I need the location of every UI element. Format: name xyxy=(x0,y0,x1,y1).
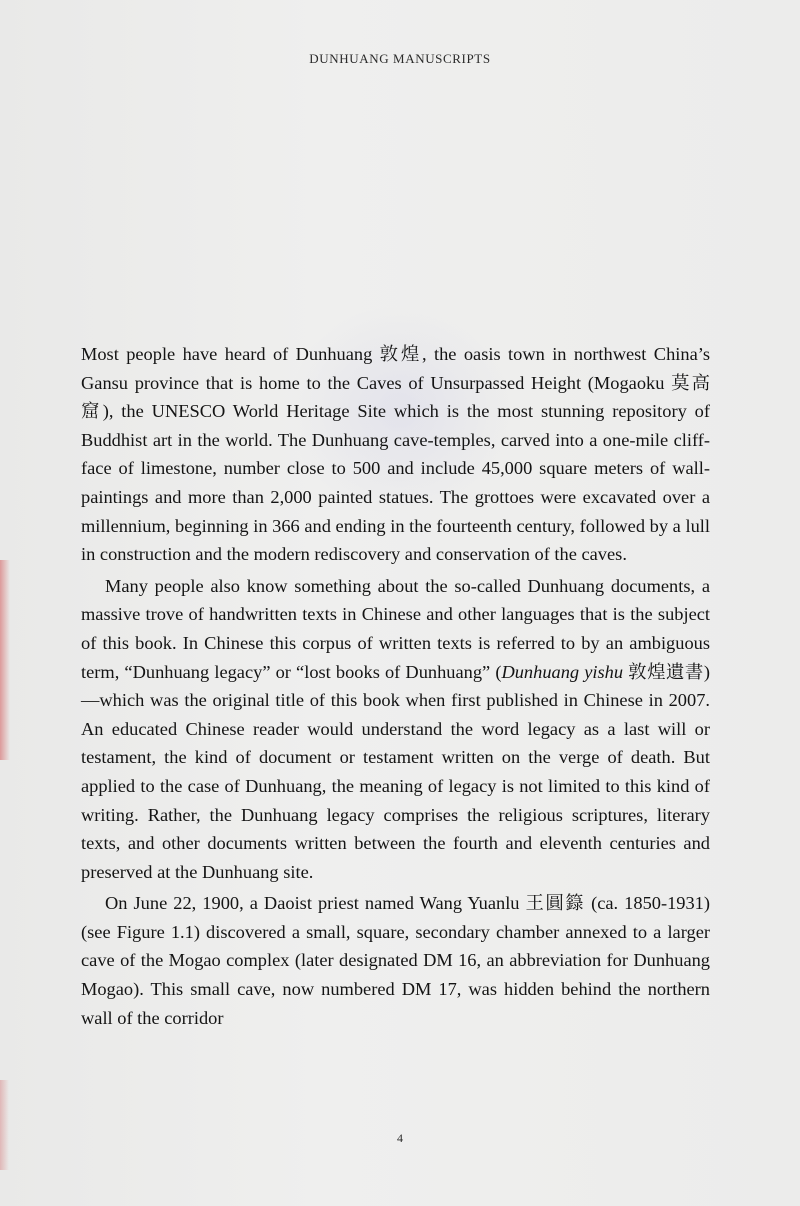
paragraph-2 xyxy=(81,572,710,887)
paragraph-2-text-a: Many people also know something about the so-called Dunhuang documents, a massive trove of handwritten texts in Chinese and other languages that is the subject of this book. In Chinese this corpus of written texts is referred to by an ambiguous term, “Dunhuang legacy” or “lost books of Dunhuang” ( xyxy=(81,575,710,682)
page-edge-shadow-lower xyxy=(0,1080,9,1170)
paragraph-2-text-b: 敦煌遺書)—which was the original title of this book when first published in Chinese in 2007. An educated Chinese reader would understand the word legacy as a last will or testament, the kind of document or testament written on the verge of death. But applied to the case of Dunhuang, the meaning of legacy is not limited to this kind of writing. Rather, the Dunhuang legacy comprises the religious scriptures, literary texts, and other documents written between the fourth and eleventh centuries and preserved at the Dunhuang site. xyxy=(81,661,710,882)
running-head: DUNHUANG MANUSCRIPTS xyxy=(309,51,491,66)
page-number: 4 xyxy=(397,1131,403,1145)
paragraph-1: Most people have heard of Dunhuang 敦煌, the oasis town in northwest China’s Gansu province that is home to the Caves of Unsurpassed Height (Mogaoku 莫高窟), the UNESCO World Heritage Site which is the most stunning repository of Buddhist art in the world. The Dunhuang cave-temples, carved into a one-mile cliff-face of limestone, number close to 500 and include 45,000 square meters of wall-paintings and more than 2,000 painted statues. The grottoes were excavated over a millennium, beginning in 366 and ending in the fourteenth century, followed by a lull in construction and the modern rediscovery and conservation of the caves. xyxy=(81,344,710,565)
page-edge-shadow xyxy=(0,560,10,760)
paragraph-2-italic-term: Dunhuang yishu xyxy=(501,661,624,682)
body-text xyxy=(81,340,710,1032)
paragraph-3: On June 22, 1900, a Daoist priest named Wang Yuanlu 王圓籙 (ca. 1850-1931) (see Figure 1.1) discovered a small, square, secondary chamber annexed to a larger cave of the Mogao complex (later designated DM 16, an abbreviation for Dunhuang Mogao). This small cave, now numbered DM 17, was hidden behind the northern wall of the corridor xyxy=(81,893,710,1028)
